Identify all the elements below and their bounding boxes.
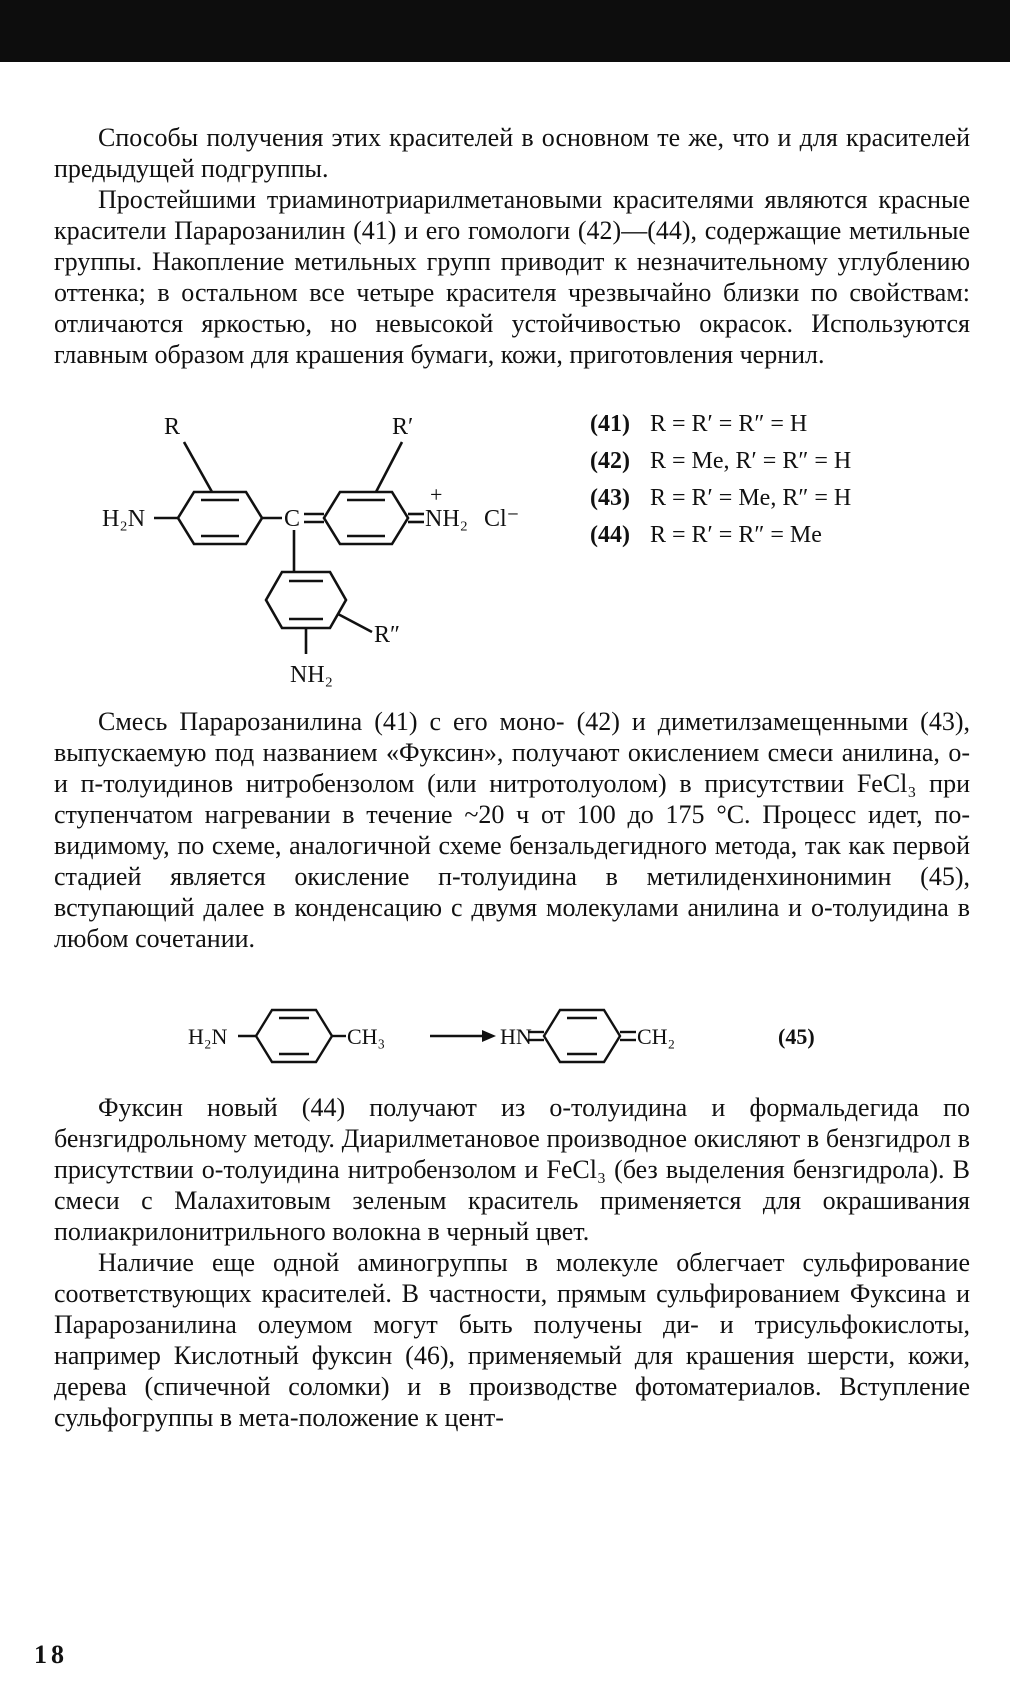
label-ch3: CH₃ xyxy=(347,1024,386,1049)
variant-row xyxy=(590,443,851,480)
variant-text: R = R′ = Me, R″ = H xyxy=(650,485,852,511)
paragraph-3: Смесь Парарозанилина (41) с его моно- (42) и диметилзамещенными (43), выпускаемую под названием «Фуксин», получают окислением смеси анилина, о- и п-толуидинов нитробензолом (или нитротолуолом) в присутствии FeCl₃ при ступенчатом нагревании в течение ~20 ч от 100 до 175 °С. Процесс идет, по-видимому, по схеме, аналогичной схеме бензальдегидного метода, так как первой стадией является окисление п-толуидина в метилиденхинонимин (45), вступающий далее в конденсацию с двумя молекулами анилина и о-толуидина в любом сочетании. xyxy=(54,707,970,953)
label-r2: R″ xyxy=(374,622,401,648)
quinoneimine-ring xyxy=(544,1010,620,1062)
label-c: C xyxy=(284,506,301,532)
paragraph-4: Фуксин новый (44) получают из о-толуидина и формальдегида по бензгидрольному методу. Диарилметановое производное окисляют в бензгидрол в присутствии о-толуидина нитробензолом и FeCl₃ (без выделения бензгидрола). В смеси с Малахитовым зеленым краситель применяется для окрашивания полиакрилонитрильного волокна в черный цвет. xyxy=(54,1093,970,1246)
bond-r2 xyxy=(338,614,372,632)
bond-r xyxy=(184,442,212,492)
reaction-45-scheme xyxy=(54,980,970,1092)
formula-block-pararosaniline xyxy=(54,406,970,706)
paragraph-1: Способы получения этих красителей в основном те же, что и для красителей предыдущей подгруппы. xyxy=(54,123,970,183)
label-chloride: Cl⁻ xyxy=(484,506,520,532)
bond-r1 xyxy=(376,442,402,492)
variant-text: R = R′ = R″ = H xyxy=(650,411,808,437)
label-r1: R′ xyxy=(392,414,414,440)
variant-number: (44) xyxy=(590,522,630,548)
toluidine-ring xyxy=(256,1010,332,1062)
page-number: 18 xyxy=(34,1640,68,1669)
top-black-bar xyxy=(0,0,1010,62)
page-content xyxy=(54,122,970,1433)
reaction-45 xyxy=(54,980,970,1092)
label-compound-45: (45) xyxy=(778,1024,815,1049)
bottom-benzene-ring xyxy=(266,572,346,628)
variant-number: (42) xyxy=(590,448,630,474)
label-plus-charge: + xyxy=(430,482,443,507)
label-ch2: CH₂ xyxy=(637,1024,676,1049)
substituent-variants xyxy=(590,406,851,554)
pararosaniline-structure xyxy=(102,406,562,706)
left-benzene-ring xyxy=(178,492,262,544)
label-hn: HN xyxy=(500,1024,532,1049)
variant-row xyxy=(590,480,851,517)
label-nh2-bottom: NH₂ xyxy=(290,662,334,688)
variant-row xyxy=(590,406,851,443)
reaction-arrow-head xyxy=(482,1030,496,1042)
variant-number: (41) xyxy=(590,411,630,437)
right-quinoid-ring xyxy=(324,492,408,544)
label-h2n: H₂N xyxy=(102,506,146,532)
variant-row xyxy=(590,517,851,554)
paragraph-5: Наличие еще одной аминогруппы в молекуле облегчает сульфирование соответствующих красителей. В частности, прямым сульфированием Фуксина и Парарозанилина олеумом могут быть получены ди- и трисульфокислоты, например Кислотный фуксин (46), применяемый для крашения шерсти, кожи, дерева (спичечной соломки) и в производстве фотоматериалов. Вступление сульфогруппы в мета-положение к цент- xyxy=(54,1248,970,1432)
label-h2n: H₂N xyxy=(188,1024,228,1049)
paragraph-2: Простейшими триаминотриарилметановыми красителями являются красные красители Парарозанилин (41) и его гомологи (42)—(44), содержащие метильные группы. Накопление метильных групп приводит к незначительному углублению оттенка; в остальном все четыре красителя чрезвычайно близки по свойствам: отличаются яркостью, но невысокой устойчивостью окрасок. Используются главным образом для крашения бумаги, кожи, приготовления чернил. xyxy=(54,185,970,369)
label-r: R xyxy=(164,414,181,440)
variant-text: R = R′ = R″ = Me xyxy=(650,522,822,548)
variant-number: (43) xyxy=(590,485,630,511)
variant-text: R = Me, R′ = R″ = H xyxy=(650,448,852,474)
label-nh2-plus: NH₂ xyxy=(425,506,469,532)
